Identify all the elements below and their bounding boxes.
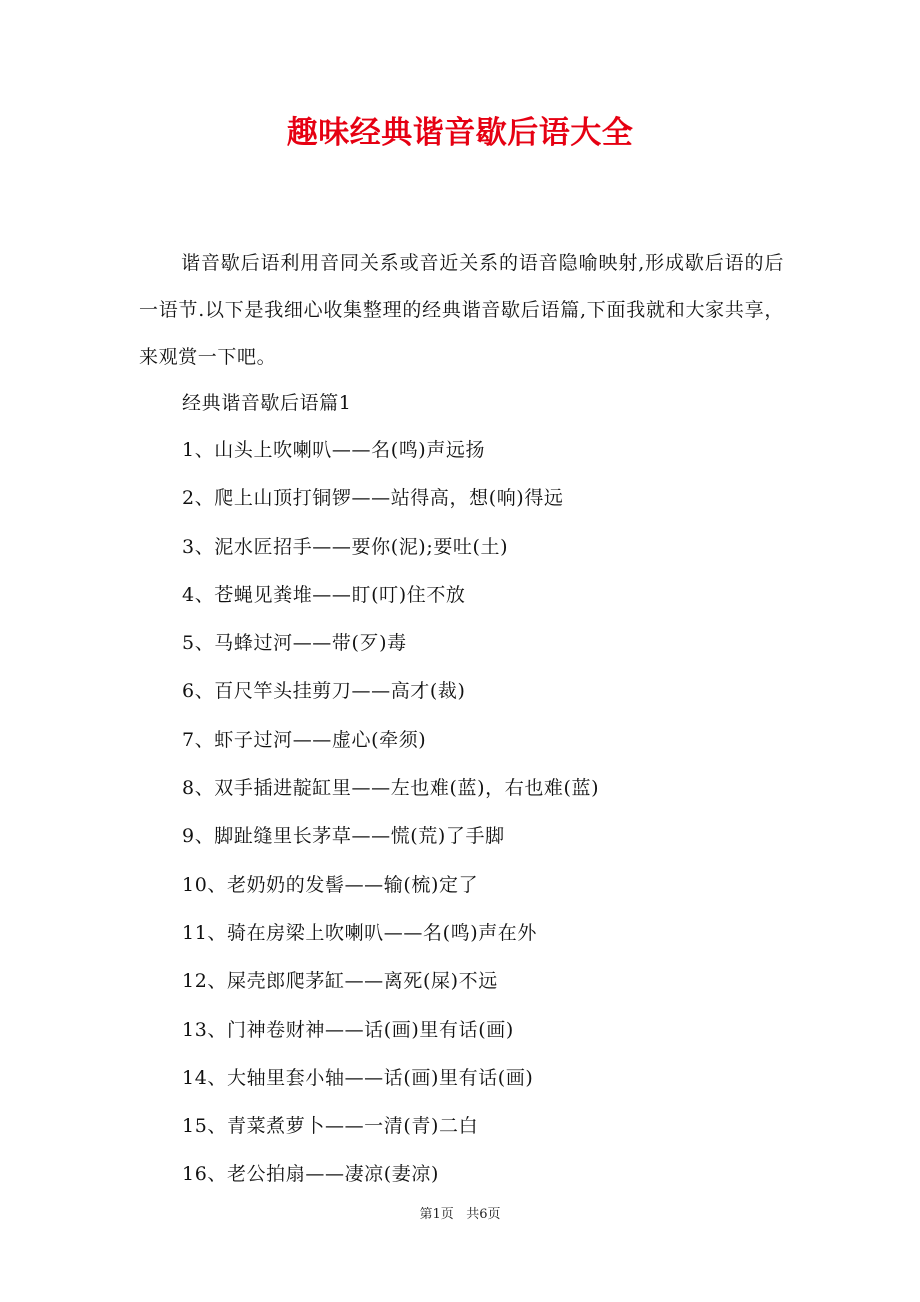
list-item: 10、老奶奶的发髻——输(梳)定了 <box>182 873 479 896</box>
section-heading: 经典谐音歇后语篇1 <box>182 392 352 414</box>
page-total: 共6页 <box>466 1207 501 1222</box>
list-item: 7、虾子过河——虚心(牵须) <box>182 728 427 751</box>
proverb-list <box>182 430 599 1203</box>
list-item: 16、老公拍扇——凄凉(妻凉) <box>182 1163 440 1186</box>
list-item: 8、双手插进靛缸里——左也难(蓝)，右也难(蓝) <box>182 777 600 800</box>
list-item: 6、百尺竿头挂剪刀——高才(裁) <box>182 680 466 703</box>
list-item: 14、大轴里套小轴——话(画)里有话(画) <box>182 1066 534 1089</box>
list-item: 4、苍蝇见粪堆——盯(叮)住不放 <box>182 583 466 606</box>
list-item: 11、骑在房梁上吹喇叭——名(鸣)声在外 <box>182 921 538 944</box>
page-number: 第1页 <box>419 1207 454 1222</box>
list-item: 5、马蜂过河——带(歹)毒 <box>182 632 407 655</box>
document-title: 趣味经典谐音歇后语大全 <box>286 115 634 151</box>
list-item: 3、泥水匠招手——要你(泥);要吐(土) <box>182 535 509 558</box>
list-item: 1、山头上吹喇叭——名(鸣)声远扬 <box>182 439 486 461</box>
list-item: 13、门神卷财神——话(画)里有话(画) <box>182 1018 514 1041</box>
list-item: 12、屎壳郎爬茅缸——离死(屎)不远 <box>182 970 498 993</box>
list-item: 2、爬上山顶打铜锣——站得高，想(响)得远 <box>182 487 564 510</box>
list-item: 9、脚趾缝里长茅草——慌(荒)了手脚 <box>182 825 505 848</box>
list-item: 15、青菜煮萝卜——一清(青)二白 <box>182 1115 479 1138</box>
intro-paragraph: 谐音歇后语利用音同关系或音近关系的语音隐喻映射,形成歇后语的后一语节.以下是我细心收集整理的经典谐音歇后语篇,下面我就和大家共享，来观赏一下吧。 <box>139 252 784 368</box>
footer-spacer <box>454 1207 466 1222</box>
page-footer <box>0 1205 920 1225</box>
